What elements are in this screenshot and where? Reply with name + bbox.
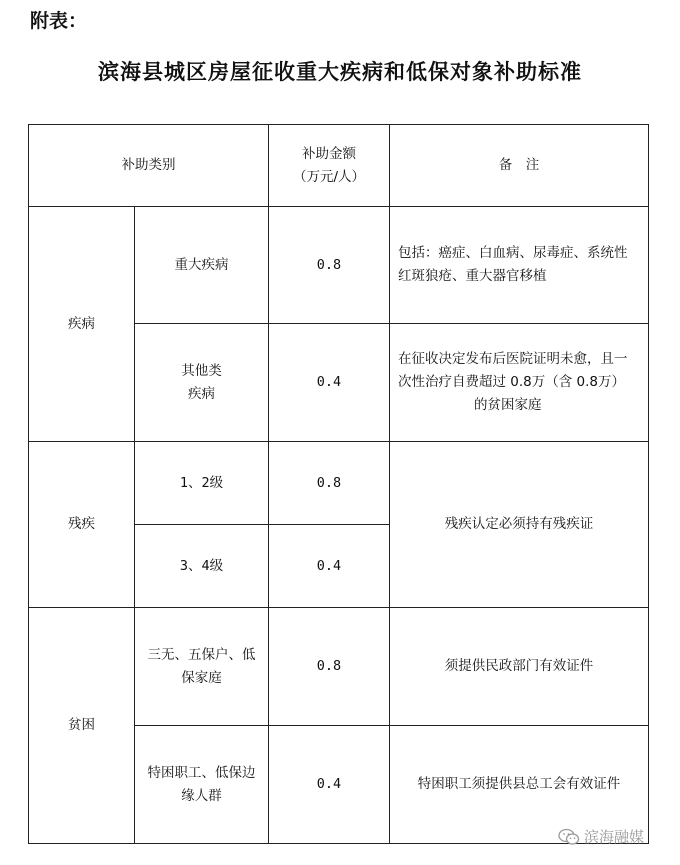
group-illness: 疾病 (29, 207, 135, 442)
remark-cell (390, 324, 649, 442)
group-poverty: 贫困 (29, 608, 135, 844)
remark-line: 特困职工须提供县总工会有效证件 (417, 776, 621, 792)
remark-line: 须提供民政部门有效证件 (444, 658, 594, 674)
amount-cell: 0.8 (269, 442, 390, 525)
attachment-label: 附表： (30, 10, 88, 32)
watermark-text: 滨海融媒 (584, 828, 645, 846)
subcategory-cell (135, 207, 269, 324)
table-header-row (29, 125, 649, 207)
document-title: 滨海县城区房屋征收重大疾病和低保对象补助标准 (98, 59, 582, 84)
subcategory-line: 重大疾病 (174, 256, 229, 273)
header-amount-line1: 补助金额 (302, 145, 356, 162)
group-disability: 残疾 (29, 442, 135, 608)
remark-line: 包括：癌症、白血病、尿毒症、系统性 (398, 245, 628, 261)
subcategory-cell (135, 726, 269, 844)
wechat-icon (558, 828, 580, 846)
subcategory-cell (135, 324, 269, 442)
remark-line: 红斑狼疮、重大器官移植 (398, 268, 547, 284)
table-row (29, 442, 649, 525)
remark-line: 在征收决定发布后医院证明未愈，且一 (398, 351, 628, 367)
amount-cell: 0.4 (269, 726, 390, 844)
amount-cell: 0.8 (269, 608, 390, 726)
subcategory-line: 缘人群 (181, 787, 222, 804)
remark-cell: 残疾认定必须持有残疾证 (390, 442, 649, 608)
remark-line: 的贫困家庭 (474, 397, 542, 413)
subcategory-line: 特困职工、低保边 (147, 764, 256, 781)
header-amount-line2: （万元/人） (292, 168, 366, 185)
remark-cell (390, 207, 649, 324)
subcategory-line: 其他类 (181, 362, 222, 379)
amount-cell: 0.8 (269, 207, 390, 324)
remark-cell (390, 608, 649, 726)
subcategory-cell: 1、2级 (135, 442, 269, 525)
amount-cell: 0.4 (269, 525, 390, 608)
remark-line: 次性治疗自费超过 0.8万（含 0.8万） (398, 374, 626, 390)
header-amount (269, 125, 390, 207)
amount-cell: 0.4 (269, 324, 390, 442)
subsidy-table (28, 124, 649, 844)
subcategory-line: 保家庭 (181, 669, 222, 686)
watermark (558, 826, 644, 847)
subcategory-line: 三无、五保户、低 (147, 646, 256, 663)
subcategory-cell: 3、4级 (135, 525, 269, 608)
table-row (29, 207, 649, 324)
header-remark: 备 注 (390, 125, 649, 207)
subcategory-line: 疾病 (188, 385, 215, 402)
table-row (29, 608, 649, 726)
subcategory-cell (135, 608, 269, 726)
header-category: 补助类别 (29, 125, 269, 207)
